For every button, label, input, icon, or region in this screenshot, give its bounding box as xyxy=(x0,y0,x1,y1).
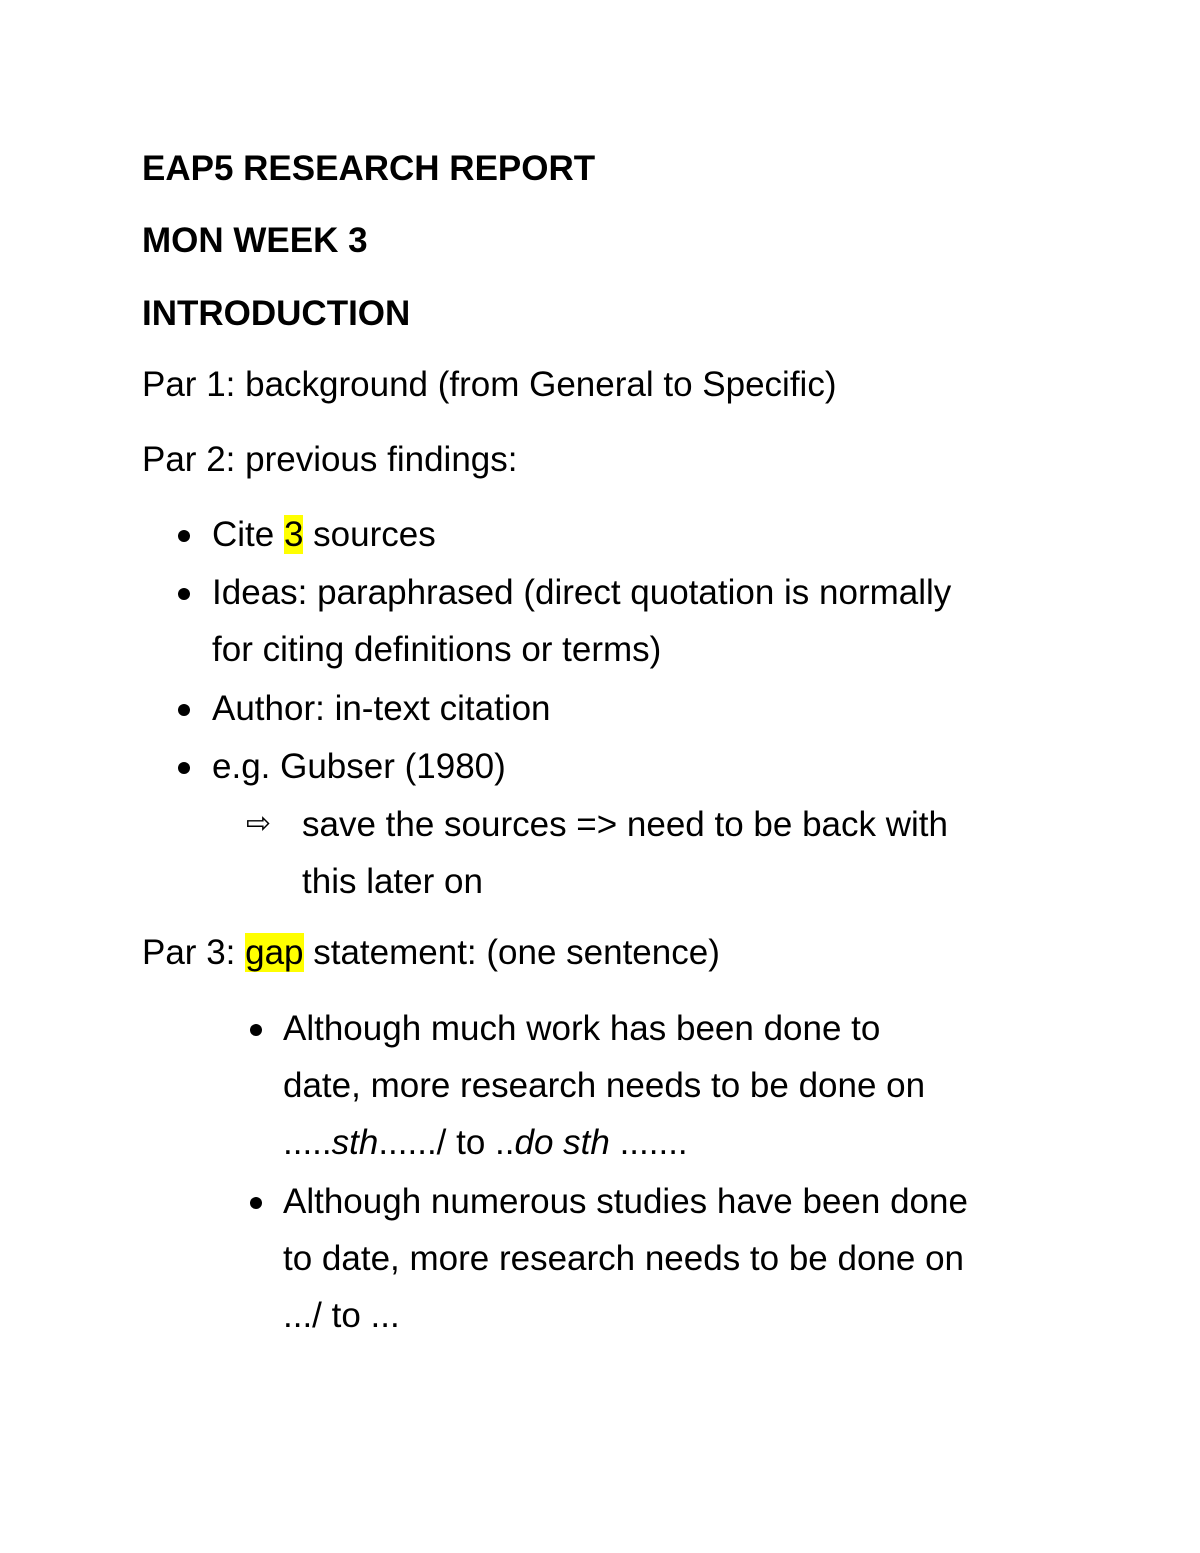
list-item-text: ....... xyxy=(609,1123,688,1162)
highlighted-text: 3 xyxy=(283,515,304,554)
bullet-icon xyxy=(178,588,190,600)
list-item-text: Cite xyxy=(212,515,284,554)
list-item: Although much work has been done to xyxy=(283,1009,881,1048)
right-arrow-outline-icon: ⇨ xyxy=(246,807,272,840)
italic-text: do sth xyxy=(514,1123,610,1162)
list-item-text: ....../ to .. xyxy=(378,1123,515,1162)
list-item-continuation xyxy=(283,1122,688,1164)
document-subtitle: MON WEEK 3 xyxy=(142,221,368,260)
list-item-text: ..... xyxy=(283,1123,332,1162)
arrow-note-continuation: this later on xyxy=(302,862,483,901)
bullet-icon xyxy=(250,1197,262,1209)
bullet-icon xyxy=(178,704,190,716)
list-item-text: sources xyxy=(303,515,436,554)
list-item-continuation: date, more research needs to be done on xyxy=(283,1066,926,1105)
paragraph-1-text: Par 1: background (from General to Specific) xyxy=(142,365,837,404)
arrow-note-text: save the sources => need to be back with xyxy=(302,805,948,844)
italic-text: sth xyxy=(331,1123,379,1162)
bullet-icon xyxy=(178,530,190,542)
list-item-continuation: for citing definitions or terms) xyxy=(212,630,662,669)
list-item-continuation: to date, more research needs to be done on xyxy=(283,1239,965,1278)
list-item xyxy=(212,514,436,556)
paragraph-3-suffix: statement: (one sentence) xyxy=(303,933,720,972)
section-heading: INTRODUCTION xyxy=(142,294,411,333)
bullet-icon xyxy=(178,762,190,774)
document-title: EAP5 RESEARCH REPORT xyxy=(142,149,596,188)
list-item: Ideas: paraphrased (direct quotation is normally xyxy=(212,573,952,612)
paragraph-3-prefix: Par 3: xyxy=(142,933,246,972)
list-item: Author: in-text citation xyxy=(212,689,551,728)
highlighted-text: gap xyxy=(245,933,304,972)
list-item-continuation: .../ to ... xyxy=(283,1296,400,1335)
list-item: e.g. Gubser (1980) xyxy=(212,747,506,786)
list-item: Although numerous studies have been done xyxy=(283,1182,968,1221)
bullet-icon xyxy=(250,1024,262,1036)
paragraph-3-text xyxy=(142,932,720,974)
paragraph-2-text: Par 2: previous findings: xyxy=(142,440,518,479)
